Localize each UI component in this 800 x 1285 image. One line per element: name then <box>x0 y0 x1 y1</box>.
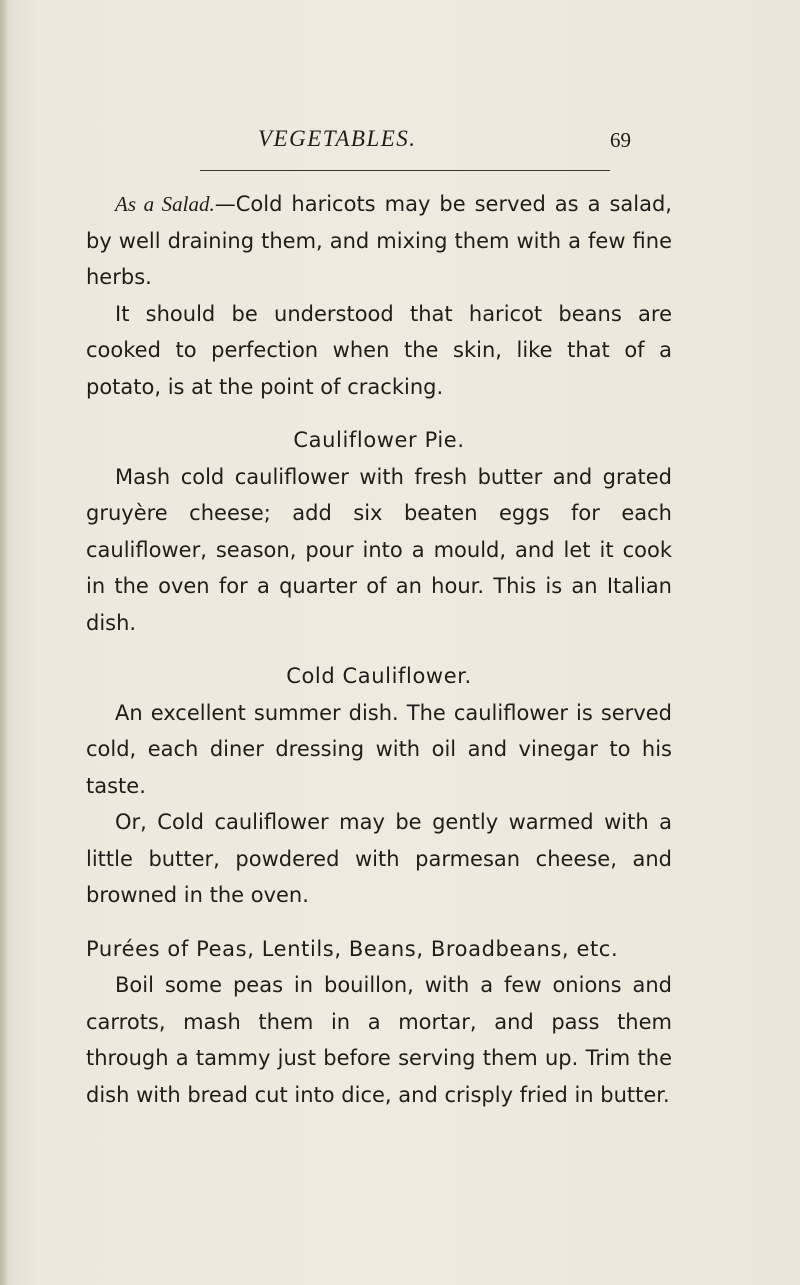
salad-lead: As a Salad. <box>115 192 215 216</box>
page-body <box>86 186 672 1113</box>
haricot-note: It should be understood that haricot beans are cooked to perfection when the skin, like that of a potato, is at the point of cracking. <box>86 301 672 399</box>
gutter-shadow <box>0 0 8 1285</box>
purees-heading: Purées of Peas, Lentils, Beans, Broadbeans, etc. <box>86 936 619 961</box>
cold-cauliflower-heading: Cold Cauliflower. <box>286 664 472 688</box>
purees-text: Boil some peas in bouillon, with a few onions and carrots, mash them in a mortar, and pass them through a tammy just before serving them up. Trim the dish with bread cut into dice, and crisply fried in butter. <box>86 973 672 1107</box>
running-header: VEGETABLES. <box>258 126 417 151</box>
cold-cauliflower-text: An excellent summer dish. The cauliflower is served cold, each diner dressing with oil and vinegar to his taste. <box>86 700 672 798</box>
salad-text: —Cold haricots may be served as a salad, by well draining them, and mixing them with a few fine herbs. <box>86 192 672 289</box>
cauliflower-pie-text: Mash cold cauliflower with fresh butter and grated gruyère cheese; add six beaten eggs for each cauliflower, season, pour into a mould, and let it cook in the oven for a quarter of an hour. This is an Italian dish. <box>86 464 672 635</box>
salad-paragraph <box>86 186 672 296</box>
page-number: 69 <box>610 128 631 152</box>
cauliflower-pie-heading: Cauliflower Pie. <box>293 428 465 452</box>
header-rule <box>200 170 610 171</box>
cold-cauliflower-text-2: Or, Cold cauliflower may be gently warmed with a little butter, powdered with parmesan cheese, and browned in the oven. <box>86 810 672 907</box>
